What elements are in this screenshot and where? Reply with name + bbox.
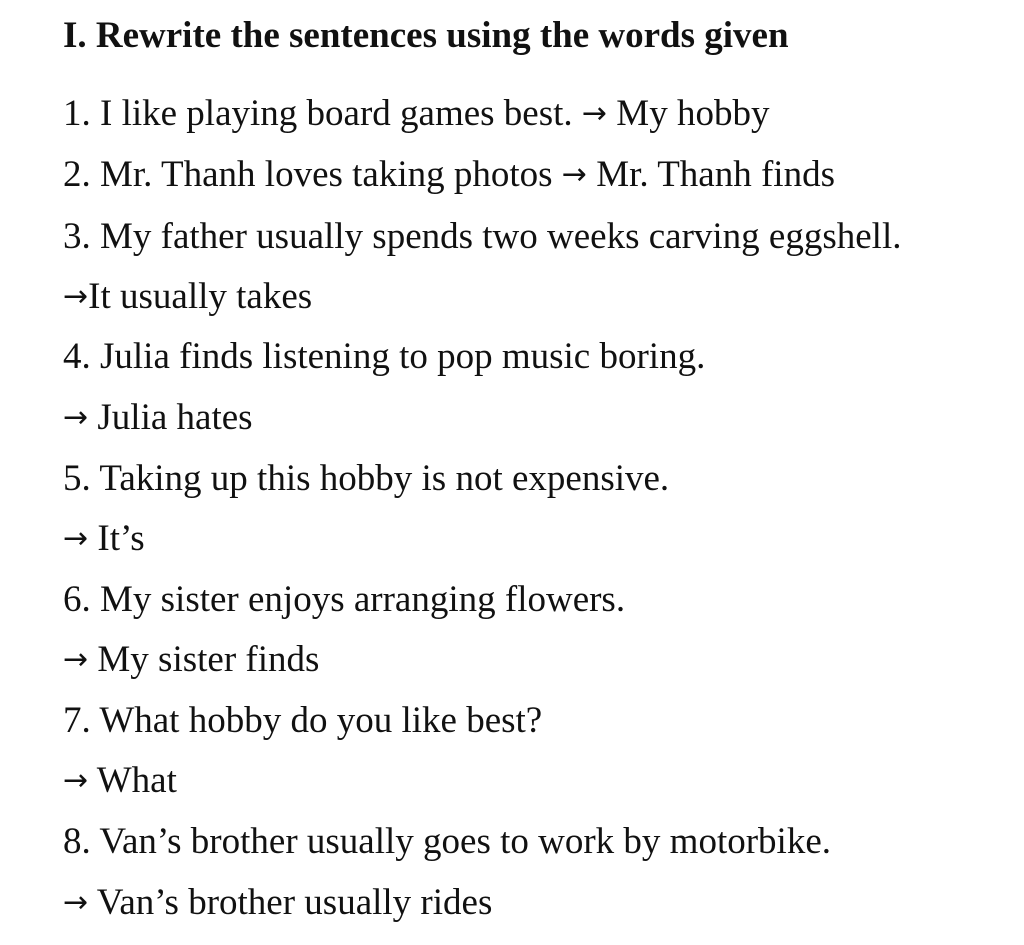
item-8-prompt: Van’s brother usually rides <box>96 882 493 923</box>
item-4-prompt: Julia hates <box>97 397 253 438</box>
item-6-sentence: 6. My sister enjoys arranging flowers. <box>63 579 626 620</box>
item-4-answer-line <box>63 396 253 440</box>
item-1-sentence: 1. I like playing board games best. <box>63 93 573 134</box>
item-5-prompt: It’s <box>97 518 145 559</box>
arrow-icon: → <box>63 885 89 920</box>
item-7-answer-line <box>63 759 177 803</box>
arrow-icon: → <box>63 521 89 556</box>
item-3-sentence: 3. My father usually spends two weeks carving eggshell. <box>63 216 902 257</box>
item-3-prompt: It usually takes <box>88 276 313 317</box>
item-8-sentence: 8. Van’s brother usually goes to work by motorbike. <box>63 821 832 862</box>
item-4-sentence: 4. Julia finds listening to pop music boring. <box>63 336 706 377</box>
arrow-icon: → <box>63 400 89 435</box>
arrow-icon: → <box>561 157 587 192</box>
item-7-prompt: What <box>96 760 177 801</box>
item-6-answer-line <box>63 638 319 682</box>
item-8-answer-line <box>63 881 492 925</box>
item-6-prompt: My sister finds <box>97 639 320 680</box>
arrow-icon: → <box>63 642 89 677</box>
item-2-sentence: 2. Mr. Thanh loves taking photos <box>63 154 553 195</box>
item-5-answer-line <box>63 517 145 561</box>
item-2-prompt: Mr. Thanh finds <box>596 154 835 195</box>
section-heading: I. Rewrite the sentences using the words given <box>63 15 789 56</box>
arrow-icon: → <box>581 96 608 131</box>
item-1-prompt: My hobby <box>616 93 770 134</box>
item-3-answer-line <box>63 275 312 319</box>
item-7-sentence: 7. What hobby do you like best? <box>63 700 543 741</box>
exercise-item-2 <box>63 153 835 197</box>
exercise-item-1 <box>63 92 769 136</box>
arrow-icon: → <box>63 279 89 314</box>
item-5-sentence: 5. Taking up this hobby is not expensive. <box>63 458 670 499</box>
arrow-icon: → <box>63 763 89 798</box>
